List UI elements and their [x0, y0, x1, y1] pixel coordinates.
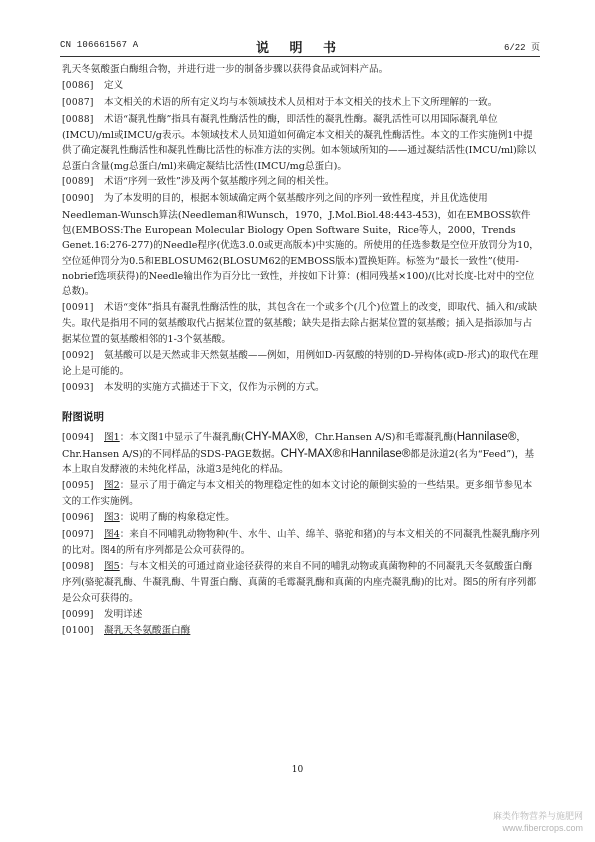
paragraph-text: ：来自不同哺乳动物物种(牛、水牛、山羊、绵羊、骆驼和猪)的与本文相关的不同凝乳性凝乳酶序列的比对。图4的所有序列都是公众可获得的。 [62, 528, 540, 557]
paragraph-text: 为了本发明的目的，根据本领域确定两个氨基酸序列之间的序列一致性程度，并且优选使用Needleman-Wunsch算法(Needleman和Wunsch，1970，J.Mol.Biol.48:443-453)，如在EMBOSS软件包(EMBOSS:The European Molecular Biology Open Software Suite，Rice等人，2000，Trends Genet.16:276-277)的Needle程序(优选3.0.0或更高版本)中实施的。所使用的任选参数是空位开放罚分为10，空位延伸罚分为0.5和EBLOSUM62(BLOSUM62的EMBOSS版本)置换矩阵。标签为“最长一致性”(使用-nobrief选项获得)的Needle输出作为百分比一致性，并按如下计算：(相同残基×100)/(比对长度-比对中的空位总数)。 [62, 193, 539, 298]
brand-name: CHY-MAX® [244, 431, 306, 444]
paragraph-number: [0092] [62, 350, 94, 361]
paragraph-0099 [62, 607, 540, 623]
paragraph-0100 [62, 623, 540, 639]
paragraph-number: [0088] [62, 114, 94, 125]
document-title: 说 明 书 [255, 41, 345, 56]
page-header [60, 38, 540, 57]
paragraph-text: ：显示了用于确定与本文相关的物理稳定性的如本文讨论的颠倒实验的一些结果。更多细节参见本文的工作实施例。 [62, 479, 533, 508]
paragraph-number: [0098] [62, 562, 94, 573]
paragraph-text: 术语“变体”指具有凝乳性酶活性的肽，其包含在一个或多个(几个)位置上的改变，即取代、插入和/或缺失。取代是指用不同的氨基酸取代占据某位置的氨基酸；缺失是指去除占据某位置的氨基酸；插入是指添加与占据某位置的氨基酸相邻的1-3个氨基酸。 [62, 302, 538, 345]
brand-name: Hannilase® [456, 431, 517, 444]
figures-heading: 附图说明 [62, 410, 104, 423]
paragraph-text: 发明详述 [104, 608, 143, 620]
paragraph-number: [0089] [62, 177, 94, 188]
paragraph-number: [0090] [62, 194, 94, 205]
document-number: CN 106661567 A [60, 40, 139, 50]
paragraph-text: ：说明了酶的构象稳定性。 [119, 511, 235, 523]
watermark [493, 810, 583, 834]
paragraph-text: ，Chr.Hansen A/S)的不同样品的SDS-PAGE数据。 [62, 432, 526, 460]
paragraph-number: [0100] [62, 626, 94, 637]
page-indicator: 6/22 页 [503, 43, 540, 53]
paragraph [62, 95, 540, 111]
paragraph-text: 术语“凝乳性酶”指具有凝乳性酶活性的酶，即活性的凝乳性酶。凝乳活性可以用国际凝乳单位(IMCU)/ml或IMCU/g表示。本领域技术人员知道如何确定本文相关的凝乳性酶活性。本文的工作实施例1中提供了确定凝乳性酶活性和凝乳性酶比活性的标准方法的实例。如本领域所知的——通过凝结活性(IMCU/ml)除以总蛋白含量(mg总蛋白/ml)来确定凝结比活性(IMCU/mg总蛋白)。 [62, 113, 537, 172]
paragraph-number: [0091] [62, 303, 94, 314]
paragraph [62, 191, 540, 299]
paragraph [62, 112, 540, 174]
paragraph-number: [0086] [62, 80, 94, 91]
paragraph [62, 174, 540, 190]
brand-name: Hannilase® [350, 447, 411, 460]
paragraph-text: ：与本文相关的可通过商业途径获得的来自不同的哺乳动物或真菌物种的不同凝乳天冬氨酸蛋白酶序列(骆驼凝乳酶、牛凝乳酶、牛胃蛋白酶、真菌的毛霉凝乳酶和真菌的内座壳凝乳酶)的比对。图5的所有序列都是公众可获得的。 [62, 561, 537, 604]
subsection-heading: 凝乳天冬氨酸蛋白酶 [104, 625, 191, 637]
paragraph-number: [0096] [62, 512, 94, 523]
paragraph [62, 380, 540, 396]
figure-ref: 图4 [104, 528, 120, 540]
paragraph-text: 都是泳道2(名为“Feed”)，基本上取自发酵液的未纯化样品，泳道3是纯化的样品。 [62, 448, 535, 475]
paragraph-text: ：本文图1中显示了牛凝乳酶( [119, 432, 245, 444]
paragraph-text: 本发明的实施方式描述于下文，仅作为示例的方式。 [104, 381, 325, 393]
paragraph [62, 300, 540, 347]
paragraph [62, 62, 540, 77]
brand-name: CHY-MAX® [280, 447, 342, 460]
figure-ref: 图1 [104, 432, 120, 444]
paragraph-number: [0087] [62, 97, 94, 108]
figure-ref: 图3 [104, 511, 120, 523]
paragraph-0096 [62, 510, 540, 526]
paragraph [62, 78, 540, 94]
body-text [62, 62, 540, 640]
paragraph-number: [0094] [62, 433, 94, 444]
watermark-name: 麻类作物营养与施肥网 [492, 811, 583, 821]
paragraph-text: 本文相关的术语的所有定义均与本领域技术人员相对于本文相关的技术上下文所理解的一致。 [104, 96, 498, 108]
paragraph [62, 348, 540, 380]
paragraph-text: 术语“序列一致性”涉及两个氨基酸序列之间的相关性。 [104, 176, 335, 188]
watermark-url: www.fibercrops.com [502, 823, 583, 833]
paragraph-0094 [62, 430, 540, 477]
figure-ref: 图2 [104, 479, 120, 491]
paragraph-number: [0097] [62, 529, 94, 540]
paragraph-text: 定义 [104, 79, 124, 91]
paragraph-text: ，Chr.Hansen A/S)和毛霉凝乳酶( [305, 432, 457, 444]
paragraph-number: [0099] [62, 609, 94, 620]
page-number: 10 [291, 765, 304, 775]
paragraph-number: [0095] [62, 480, 94, 491]
paragraph-0095 [62, 478, 540, 510]
figure-ref: 图5 [104, 561, 120, 573]
paragraph-number: [0093] [62, 382, 94, 393]
paragraph-0097 [62, 527, 540, 559]
paragraph-text: 和 [341, 448, 351, 460]
paragraph-text: 氨基酸可以是天然或非天然氨基酸——例如，用例如D-丙氨酸的特别的D-异构体(或D-形式)的取代在理论上是可能的。 [62, 349, 539, 377]
paragraph-list [62, 62, 540, 396]
paragraph-text: 乳天冬氨酸蛋白酶组合物，并进行进一步的制备步骤以获得食品或饲料产品。 [62, 64, 389, 75]
paragraph-0098 [62, 559, 540, 606]
